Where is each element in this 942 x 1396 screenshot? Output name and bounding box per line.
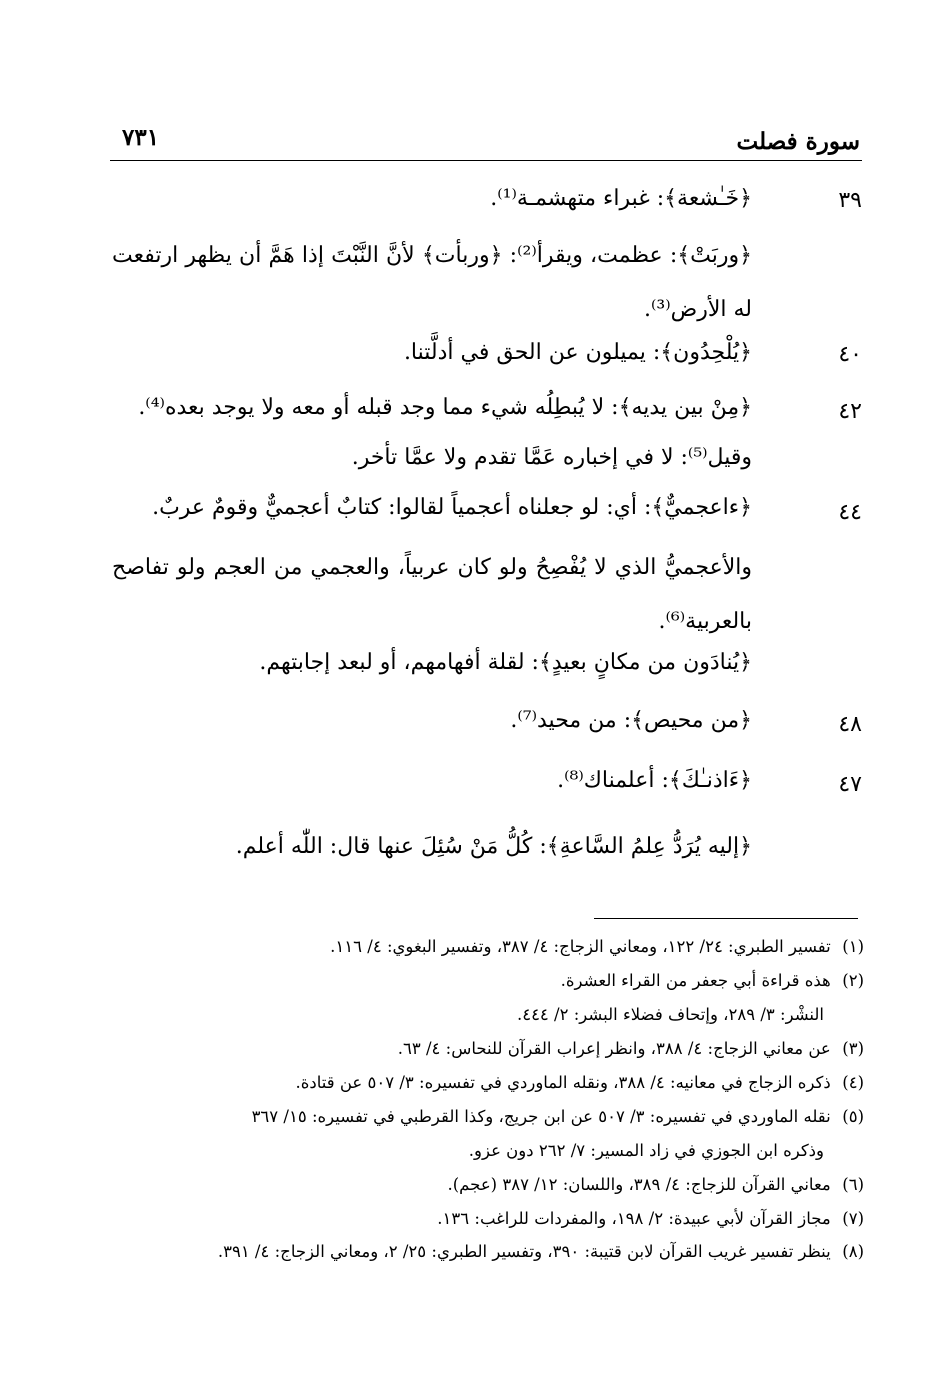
verse-number: ٤٧ [838, 772, 862, 797]
footnote [252, 1107, 864, 1126]
footnote [398, 1039, 864, 1058]
footnote-continuation: النشْر: ٣/ ٢٨٩، وإتحاف فضلاء البشر: ٢/ ٤٤٤. [516, 1005, 824, 1024]
footnote-number: (٧) [842, 1209, 864, 1228]
footnote-divider [594, 918, 858, 919]
verse-number: ٤٠ [838, 342, 862, 367]
verse-number: ٤٤ [838, 500, 862, 525]
entry-min-mahis: ﴿من محيص﴾: من محيد⁽⁷⁾. [510, 708, 752, 733]
verse-number: ٤٨ [838, 712, 862, 737]
entry-yulhidun: ﴿يُلْحِدُون﴾: يميلون عن الحق في أدلَّتنا. [403, 340, 752, 365]
footnote [561, 971, 864, 990]
verse-number: ٤٢ [838, 399, 862, 424]
footnote-text: ينظر تفسير غريب القرآن لابن قتيبة: ٣٩٠، وتفسير الطبري: ٢٥/ ٢، ومعاني الزجاج: ٤/ ٣٩١. [217, 1242, 831, 1261]
entry-wa-qila: وقيل⁽⁵⁾: لا في إخباره عَمَّا تقدم ولا عمَّا تأخر. [351, 445, 752, 470]
footnote-text: نقله الماوردي في تفسيره: ٣/ ٥٠٧ عن ابن جريج، وكذا القرطبي في تفسيره: ١٥/ ٣٦٧ [251, 1107, 831, 1126]
footnote [448, 1175, 865, 1194]
footnote [218, 1242, 864, 1261]
entry-min-bayni-yadayh: ﴿مِنْ بين يديه﴾: لا يُبطِلُه شيء مما وجد قبله أو معه ولا يوجد بعده⁽⁴⁾. [138, 395, 752, 420]
footnote [330, 937, 864, 956]
entry-yunadawna: ﴿يُنادَون من مكانٍ بعيدٍ﴾: لقلة أفهامهم، أو لبعد إجابتهم. [259, 650, 752, 675]
footnote-number: (٤) [842, 1073, 864, 1092]
entry-aajamiyy: ﴿ءاعجميٌّ﴾: أي: لو جعلناه أعجمياً لقالوا: كتابٌ أعجميٌّ وقومٌ عربٌ. [152, 495, 752, 520]
footnote-text: معاني القرآن للزجاج: ٤/ ٣٨٩، واللسان: ١٢/ ٣٨٧ (عجم). [447, 1175, 831, 1194]
entry-adhannak: ﴿ءَاذنـٰكَ﴾: أعلمناك⁽⁸⁾. [557, 768, 752, 793]
entry-ilayhi-yuraddu: ﴿إليه يُرَدُّ عِلمُ السَّاعةِ﴾: كُلُّ مَنْ سُئِلَ عنها قال: اللّٰه أعلم. [235, 834, 752, 859]
footnote-number: (٥) [842, 1107, 864, 1126]
footnote-text: مجاز القرآن لأبي عبيدة: ٢/ ١٩٨، والمفردات للراغب: ١٣٦. [437, 1209, 831, 1228]
page-number: ٧٣١ [122, 124, 160, 151]
footnote-number: (٨) [842, 1242, 864, 1261]
footnote-number: (٢) [842, 971, 864, 990]
footnote-number: (١) [842, 937, 864, 956]
entry-khashiah: ﴿خَـٰشعة﴾: غبراء متهشمـة⁽¹⁾. [490, 186, 752, 211]
footnote-number: (٦) [842, 1175, 864, 1194]
footnote-continuation: وذكره ابن الجوزي في زاد المسير: ٧/ ٢٦٢ دون عزو. [468, 1141, 824, 1160]
running-header-surah-title: سورة فصلت [736, 128, 860, 155]
footnote-text: تفسير الطبري: ٢٤/ ١٢٢، ومعاني الزجاج: ٤/ ٣٨٧، وتفسير البغوي: ٤/ ١١٦. [330, 937, 831, 956]
entry-al-aajamiyy: والأعجميُّ الذي لا يُفْصِحُ ولو كان عربياً، والعجمي من العجم ولو تفاصح بالعربية⁽⁶⁾. [112, 555, 752, 634]
verse-number: ٣٩ [838, 188, 862, 213]
entry-rabat: ﴿وربَتْ﴾: عظمت، ويقرأ⁽²⁾: ﴿وربأت﴾ لأنَّ النَّبْتَ إذا هَمَّ أن يظهر ارتفعت له الأرض⁽³⁾. [112, 243, 753, 322]
footnote-number: (٣) [842, 1039, 864, 1058]
footnote-text: ذكره الزجاج في معانيه: ٤/ ٣٨٨، ونقله الماوردي في تفسيره: ٣/ ٥٠٧ عن قتادة. [295, 1073, 831, 1092]
footnote [437, 1209, 864, 1228]
footnote-text: هذه قراءة أبي جعفر من القراء العشرة. [560, 971, 831, 990]
header-divider [110, 160, 862, 161]
footnote-text: عن معاني الزجاج: ٤/ ٣٨٨، وانظر إعراب القرآن للنحاس: ٤/ ٦٣. [397, 1039, 831, 1058]
footnote [295, 1073, 864, 1092]
